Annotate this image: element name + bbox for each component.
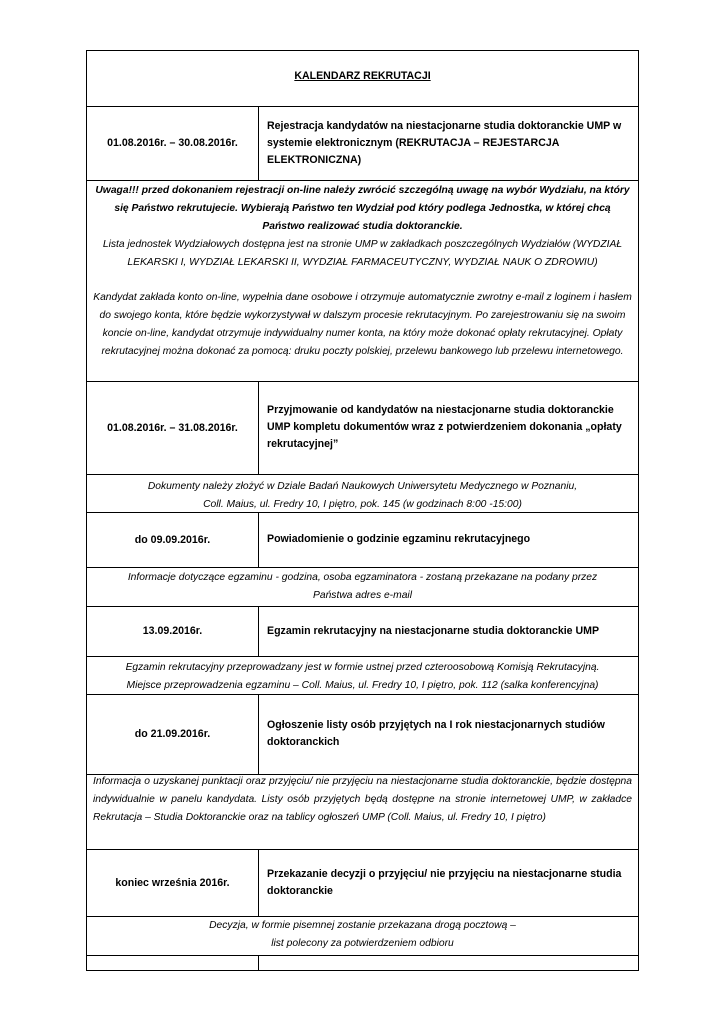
schedule-date: koniec września 2016r.: [115, 876, 230, 889]
schedule-description: Przekazanie decyzji o przyjęciu/ nie przyjęciu na niestacjonarne studia doktoranckie: [267, 867, 622, 897]
note-decision: [87, 917, 638, 953]
note-exam-info: Informacje dotyczące egzaminu - godzina, osoba egzaminatora - zostaną przekazane na podany przez Państwa adres e-mail: [127, 572, 598, 601]
note-line: Dokumenty należy złożyć w Dziale Badań Naukowych Uniwersytetu Medycznego w Poznaniu,: [147, 481, 578, 492]
schedule-description: Powiadomienie o godzinie egzaminu rekrutacyjnego: [267, 533, 531, 545]
row-divider: [87, 955, 638, 956]
row-divider: [87, 656, 638, 657]
schedule-description: Przyjmowanie od kandydatów na niestacjonarne studia doktoranckie UMP kompletu dokumentów wraz z potwierdzeniem dokonania „opłaty rekrutacyjnej”: [267, 404, 622, 450]
note-registration: [87, 182, 638, 361]
schedule-date: do 09.09.2016r.: [134, 533, 211, 546]
schedule-date: do 21.09.2016r.: [134, 728, 211, 740]
note-line: Miejsce przeprowadzenia egzaminu – Coll. Maius, ul. Fredry 10, I piętro, pok. 112 (salka konferencyjna): [126, 680, 599, 691]
column-divider: [258, 955, 259, 971]
row-divider: [87, 567, 638, 568]
account-info-text: Kandydat zakłada konto on-line, wypełnia dane osobowe i otrzymuje automatycznie zwrotny e-mail z loginem i hasłem do swojego konta, które będzie wykorzystywał w dalszym procesie rekrutacyjnym. Po zarejestrowaniu się na swoim koncie on-line, kandydat otrzymuje indywidualny numer konta, na który może dokonać opłaty rekrutacyjnej. Opłaty rekrutacyjnej można dokonać za pomocą: druku poczty polskiej, przelewu bankowego lub przelewu internetowego.: [93, 292, 632, 357]
schedule-date: 01.08.2016r. – 31.08.2016r.: [107, 421, 238, 434]
row-divider: [87, 474, 638, 475]
note-documents: [87, 478, 638, 514]
faculty-list-text: Lista jednostek Wydziałowych dostępna jest na stronie UMP w zakładkach poszczególnych Wydziałów (WYDZIAŁ LEKARSKI I, WYDZIAŁ LEKARSKI II, WYDZIAŁ FARMACEUTYCZNY, WYDZIAŁ NAUK O ZDROWIU): [102, 239, 623, 268]
schedule-description: Egzamin rekrutacyjny na niestacjonarne studia doktoranckie UMP: [267, 624, 600, 637]
row-divider: [87, 180, 638, 181]
note-line: Egzamin rekrutacyjny przeprowadzany jest w formie ustnej przed czteroosobową Komisją Rekrutacyjną.: [125, 662, 600, 673]
schedule-date: 13.09.2016r.: [142, 625, 203, 637]
schedule-date: 01.08.2016r. – 30.08.2016r.: [107, 137, 238, 149]
note-line: Coll. Maius, ul. Fredry 10, I piętro, pok. 145 (w godzinach 8:00 -15:00): [203, 499, 522, 510]
recruitment-calendar-table: [86, 50, 639, 971]
warning-text: Uwaga!!! przed dokonaniem rejestracji on-line należy zwrócić szczególną uwagę na wybór Wydziału, na który się Państwo rekrutujecie. Wybierają Państwo ten Wydział pod który podlega Jednostka, w której chcą Państwo realizować studia doktoranckie.: [95, 185, 630, 232]
note-line: list polecony za potwierdzeniem odbioru: [271, 938, 454, 949]
note-line: Decyzja, w formie pisemnej zostanie przekazana drogą pocztową –: [209, 920, 516, 931]
table-title: KALENDARZ REKRUTACJI: [294, 70, 431, 82]
note-results: Informacja o uzyskanej punktacji oraz przyjęciu/ nie przyjęciu na niestacjonarne studia doktoranckie, będzie dostępna indywidualnie w panelu kandydata. Listy osób przyjętych będą dostępne na stronie internetowej UMP, w zakładce Rekrutacja – Studia Doktoranckie oraz na tablicy ogłoszeń UMP (Coll. Maius, ul. Fredry 10, I piętro): [93, 776, 632, 823]
schedule-description: Rejestracja kandydatów na niestacjonarne studia doktoranckie UMP w systemie elektronicznym (REKRUTACJA – REJESTARCJA ELEKTRONICZNA): [267, 119, 622, 166]
schedule-description: Ogłoszenie listy osób przyjętych na I rok niestacjonarnych studiów doktoranckich: [267, 719, 605, 748]
note-exam-place: [87, 659, 638, 695]
